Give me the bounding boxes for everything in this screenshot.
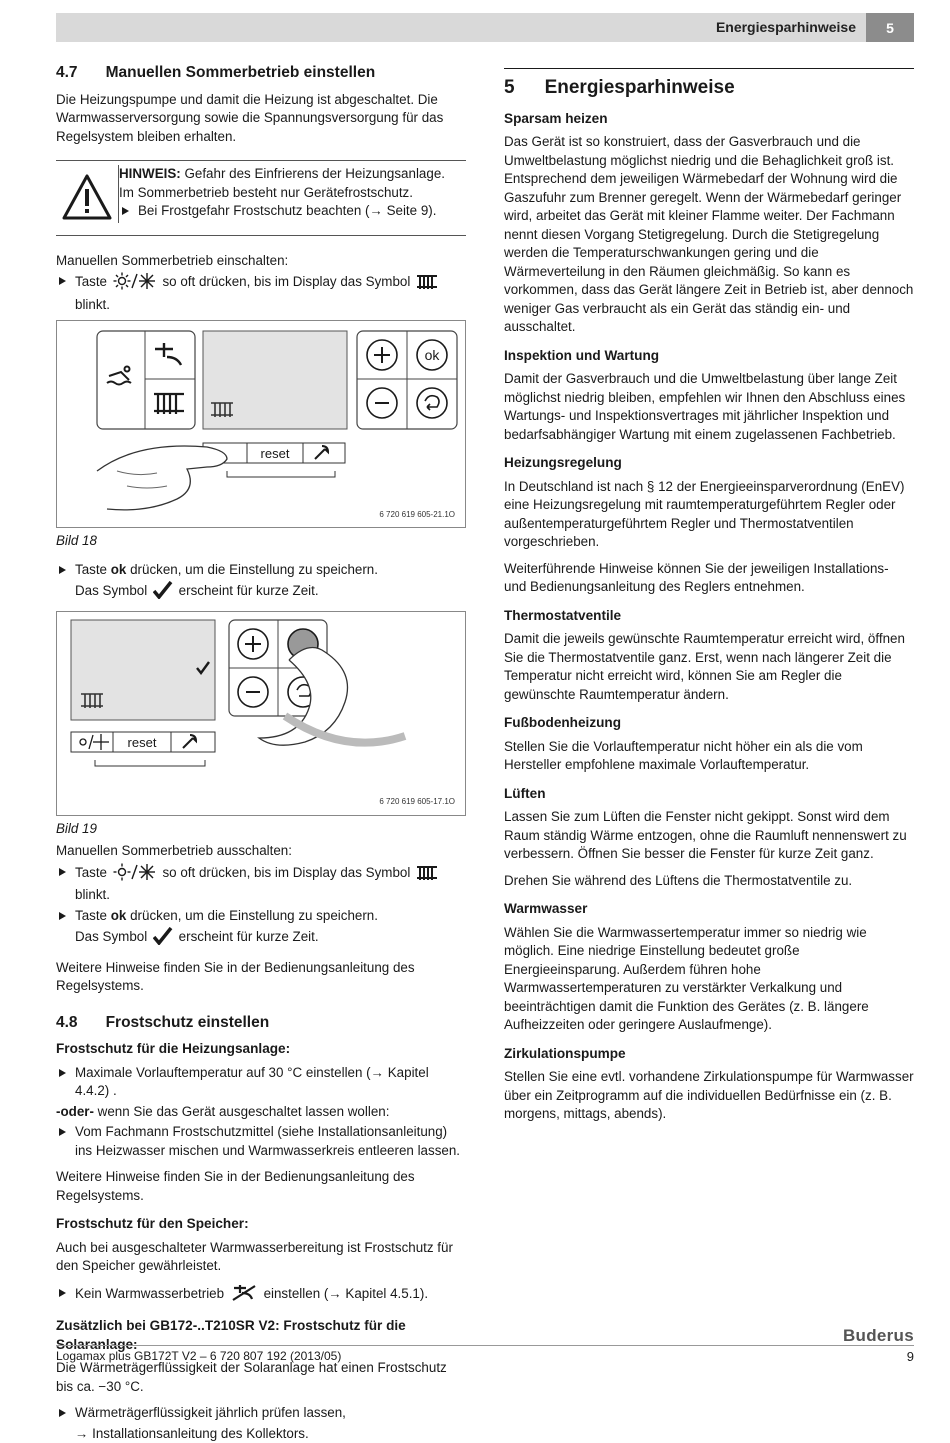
or-text: wenn Sie das Gerät ausgeschaltet lassen wollen: <box>94 1104 390 1119</box>
tip-paragraph: Wählen Sie die Warmwassertemperatur immer so niedrig wie möglich. Eine niedrige Einstellung bedeutet große Energieeinsparung. Außerdem führen hohe Warmwassertemperaturen zu verstärkter Verkalkung und beeinträchtigen damit die Funktion des Gerätes (z. B. längere Aufheizzeiten oder geringere Auslaufmenge). <box>504 924 914 1035</box>
buderus-logo: Buderus <box>843 1326 914 1346</box>
figure-18-caption: Bild 18 <box>56 532 466 551</box>
control-panel-ok-illustration <box>57 612 465 815</box>
check-fluid-step: Wärmeträgerflüssigkeit jährlich prüfen lassen, <box>56 1404 466 1423</box>
tip-paragraph: Damit die jeweils gewünschte Raumtemperatur erreicht wird, öffnen Sie die Thermostatventile ganz. Erst, wenn nach längerer Zeit die Temperatur nicht erreicht wird, können Sie am Regler die gewünschte Raumtemperatur ändern. <box>504 630 914 704</box>
figure-18-control-panel <box>56 320 466 528</box>
more-info-note: Weitere Hinweise finden Sie in der Bedienungsanleitung des Regelsystems. <box>56 1168 466 1205</box>
step-text-c: blinkt. <box>75 297 110 312</box>
tip-paragraph: Lassen Sie zum Lüften die Fenster nicht gekippt. Sonst wird dem Raum ständig Wärme entzogen, ohne die Raumluft nennenswert zu verbessern. Öffnen Sie besser die Fenster für kurze Zeit ganz. <box>504 808 914 864</box>
step-bold-key: ok <box>111 562 127 577</box>
step-text: blinkt. <box>75 887 110 902</box>
tip-paragraph: Weiterführende Hinweise können Sie der jeweiligen Installations- und Bedienungsanleitung des Reglers entnehmen. <box>504 560 914 597</box>
tip-paragraph: Drehen Sie während des Lüftens die Thermostatventile zu. <box>504 872 914 891</box>
tip-section-title: Inspektion und Wartung <box>504 347 914 366</box>
more-info-note: Weitere Hinweise finden Sie in der Bedienungsanleitung des Regelsystems. <box>56 959 466 996</box>
tip-section-title: Zirkulationspumpe <box>504 1045 914 1064</box>
note-bullet: Bei Frostgefahr Frostschutz beachten (→ Seite 9). <box>119 202 445 221</box>
no-hot-water-step <box>56 1284 466 1308</box>
control-panel-illustration <box>57 321 465 527</box>
tip-paragraph: Stellen Sie eine evtl. vorhandene Zirkulationspumpe für Warmwasser über ein Zeitprogramm auf die individuellen Bedürfnisse ein (z. B. morgens, mittags, abends). <box>504 1068 914 1124</box>
step-text: Kein Warmwasserbetrieb <box>75 1286 224 1301</box>
right-column <box>504 68 914 1132</box>
section-4-8-heading <box>56 1014 466 1033</box>
tip-paragraph: In Deutschland ist nach § 12 der Energieeinsparverordnung (EnEV) eine Heizungsregelung mit raumtemperaturgeführtem Regler oder außentemperaturgeführtem Regler und Thermostatventilen vorgeschrieben. <box>504 478 914 552</box>
press-ok-step <box>56 561 466 580</box>
frost-storage-paragraph: Auch bei ausgeschalteter Warmwasserbereitung ist Frostschutz für den Speicher gewährleistet. <box>56 1239 466 1276</box>
section-4-7-heading <box>56 64 466 83</box>
section-title: Frostschutz einstellen <box>106 1014 270 1033</box>
frost-heating-subheading: Frostschutz für die Heizungsanlage: <box>56 1040 466 1059</box>
tip-section-title: Warmwasser <box>504 900 914 919</box>
section-number: 4.8 <box>56 1014 78 1033</box>
checkmark-icon <box>153 927 173 951</box>
chapter-5-heading <box>504 68 914 98</box>
footer-divider <box>56 1345 914 1346</box>
tip-paragraph: Das Gerät ist so konstruiert, dass der Gasverbrauch und die Umweltbelastung möglichst niedrig und die Behaglichkeit groß ist. Entsprechend dem jeweiligen Wärmebedarf der Wohnung wird die Gaszufuhr zum Brenner geregelt. Wenn der Wärmebedarf geringer wird, arbeitet das Gerät mit kleiner Flamme weiter. Der Fachmann nennt diesen Vorgang Stetigregelung. Durch die Stetigregelung werden die Temperaturschwankungen gering und die Wärmeverteilung in den Räumen gleichmäßig. So kann es vorkommen, dass das Gerät längere Zeit in Betrieb ist, aber dennoch weniger Gas verbraucht als ein Gerät das ständig ein- und ausschaltet. <box>504 133 914 337</box>
page-header <box>56 13 914 42</box>
step-text: Taste <box>75 908 111 923</box>
step-text-b: so oft drücken, bis im Display das Symbol <box>162 274 410 289</box>
frost-storage-subheading: Frostschutz für den Speicher: <box>56 1215 466 1234</box>
section-number: 4.7 <box>56 64 78 83</box>
intro-paragraph: Die Heizungspumpe und damit die Heizung ist abgeschaltet. Die Warmwasserversorgung sowie die Spannungsversorgung für das Regelsystem bleiben erhalten. <box>56 91 466 147</box>
sun-snowflake-icon <box>113 863 157 887</box>
tap-icon <box>155 343 181 365</box>
left-column <box>56 60 466 1443</box>
tap-off-icon <box>230 1284 258 1308</box>
step-text: erscheint für kurze Zeit. <box>179 929 319 944</box>
press-ok-continuation-2 <box>56 927 466 951</box>
section-title: Manuellen Sommerbetrieb einstellen <box>106 64 376 83</box>
reset-label: reset <box>128 735 157 750</box>
step-text-a: Taste <box>75 274 107 289</box>
step-text: drücken, um die Einstellung zu speichern. <box>126 562 378 577</box>
figure-19-control-panel <box>56 611 466 816</box>
tip-section-title: Lüften <box>504 785 914 804</box>
tip-paragraph: Stellen Sie die Vorlauftemperatur nicht höher ein als die vom Hersteller empfohlene maximale Vorlauftemperatur. <box>504 738 914 775</box>
tip-section-title: Sparsam heizen <box>504 110 914 129</box>
warning-note <box>56 160 466 236</box>
tip-section-title: Heizungsregelung <box>504 454 914 473</box>
step-text: Das Symbol <box>75 929 147 944</box>
step-text: Das Symbol <box>75 583 147 598</box>
warning-triangle-icon <box>56 165 119 223</box>
note-line-2: Im Sommerbetrieb besteht nur Gerätefrostschutz. <box>119 184 445 203</box>
figure-code: 6 720 619 605-21.1O <box>379 506 455 525</box>
summer-off-intro: Manuellen Sommerbetrieb ausschalten: <box>56 842 466 861</box>
figure-19-caption: Bild 19 <box>56 820 466 839</box>
swimmer-icon <box>107 367 131 385</box>
step-text: einstellen (→ Kapitel 4.5.1). <box>264 1286 429 1301</box>
frost-or-line <box>56 1103 466 1122</box>
step-text: Taste <box>75 865 107 880</box>
note-text: Gefahr des Einfrierens der Heizungsanlage. <box>181 166 445 181</box>
header-title: Energiesparhinweise <box>716 19 856 35</box>
step-text: erscheint für kurze Zeit. <box>179 583 319 598</box>
sun-snowflake-icon <box>113 272 157 296</box>
chapter-title: Energiesparhinweise <box>545 79 735 98</box>
summer-on-intro: Manuellen Sommerbetrieb einschalten: <box>56 252 466 271</box>
step-text: Taste <box>75 562 111 577</box>
figure-code: 6 720 619 605-17.1O <box>379 793 455 812</box>
ok-button-label: ok <box>425 347 441 363</box>
tip-paragraph: Damit der Gasverbrauch und die Umweltbelastung über lange Zeit möglichst niedrig bleiben, empfehlen wir Ihnen den Abschluss eines Wartungs- und Inspektionsvertrages mit jährlicher Inspektion und bedarfsabhängiger Wartung mit einem zugelassenen Fachbetrieb. <box>504 370 914 444</box>
step-bold-key: ok <box>111 908 127 923</box>
chapter-number: 5 <box>504 79 515 98</box>
tip-section-title: Fußbodenheizung <box>504 714 914 733</box>
page-number: 9 <box>907 1349 914 1364</box>
summer-off-step <box>56 863 466 905</box>
radiator-button-icon <box>154 394 184 414</box>
or-keyword: -oder- <box>56 1104 94 1119</box>
tip-section-title: Thermostatventile <box>504 607 914 626</box>
frost-solar-paragraph: Die Wärmeträgerflüssigkeit der Solaranlage hat einen Frostschutz bis ca. −30 °C. <box>56 1359 466 1396</box>
checkmark-icon <box>153 581 173 605</box>
frost-step-1: Maximale Vorlauftemperatur auf 30 °C einstellen (→ Kapitel 4.4.2) . <box>56 1064 466 1101</box>
press-ok-step-2 <box>56 907 466 926</box>
check-fluid-reference: → Installationsanleitung des Kollektors. <box>56 1425 466 1443</box>
reset-label: reset <box>261 446 290 461</box>
frost-step-2: Vom Fachmann Frostschutzmittel (siehe Installationsanleitung) ins Heizwasser mischen und Warmwasserkreis entleeren lassen. <box>56 1123 466 1160</box>
step-text: drücken, um die Einstellung zu speichern. <box>126 908 378 923</box>
frost-solar-subheading: Zusätzlich bei GB172-..T210SR V2: Frostschutz für die Solaranlage: <box>56 1317 466 1354</box>
note-label: HINWEIS: <box>119 166 181 181</box>
radiator-icon <box>416 865 438 887</box>
step-text: so oft drücken, bis im Display das Symbol <box>162 865 410 880</box>
header-chapter-number: 5 <box>866 13 914 42</box>
footer-document-id: Logamax plus GB172T V2 – 6 720 807 192 (2013/05) <box>56 1349 341 1363</box>
press-ok-continuation <box>56 581 466 605</box>
energy-tips-sections <box>504 110 914 1124</box>
summer-on-step <box>56 272 466 314</box>
radiator-icon <box>416 274 438 296</box>
